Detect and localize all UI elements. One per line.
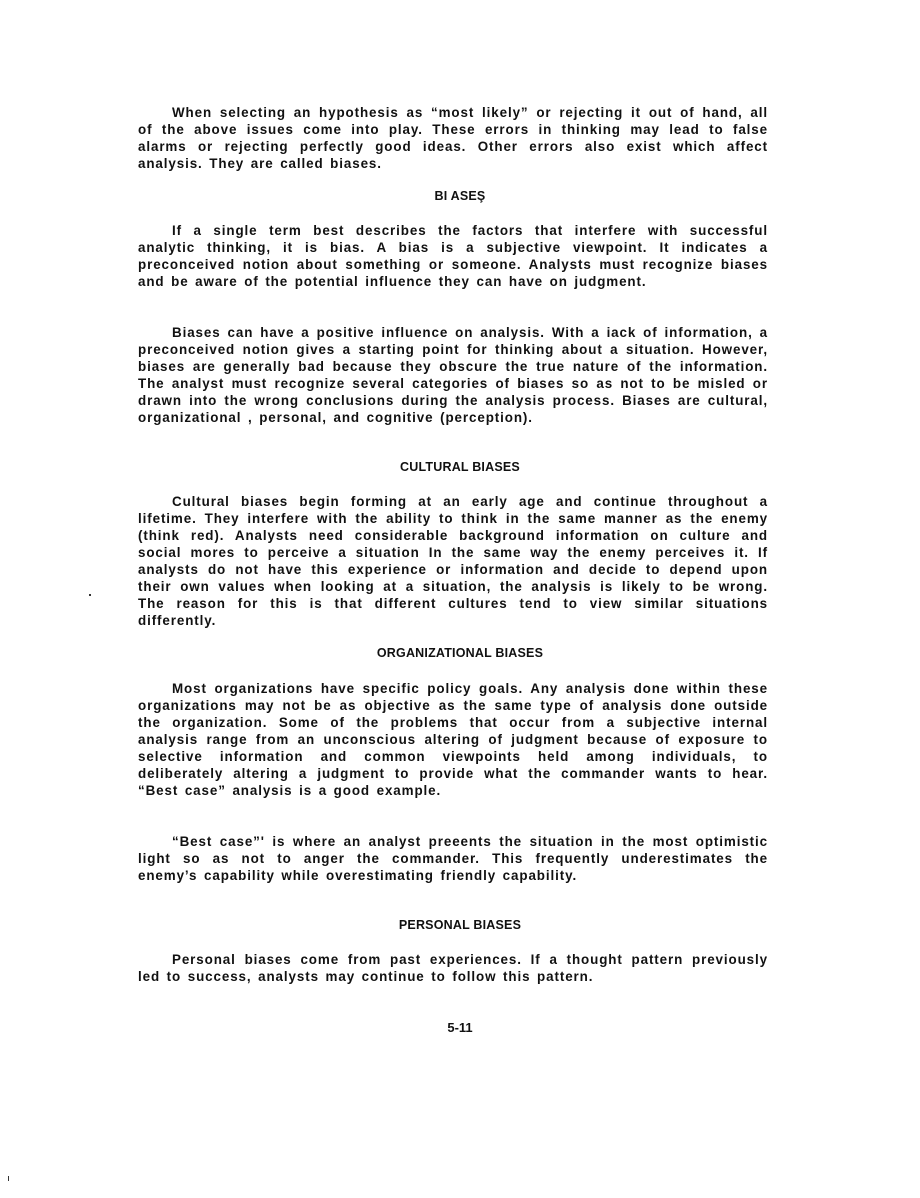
paragraph-cultural: Cultural biases begin forming at an early age and continue throughout a lifetime. They interfere with the ability to think in the same manner as the enemy (think red). Analysts need considerable background information on culture and social mores to perceive a situation In the same way the enemy perceives it. If analysts do not have this experience or information and decide to depend upon their own values when looking at a situation, the analysis is likely to be wrong. The reason for this is that different cultures tend to view similar situations differently. [138, 494, 768, 628]
scan-speck [89, 594, 91, 596]
scan-speck [8, 1176, 9, 1181]
paragraph-bias-influence: Biases can have a positive influence on analysis. With a iack of information, a preconceived notion gives a starting point for thinking about a situation. However, biases are generally bad because they obscure the true nature of the information. The analyst must recognize several categories of biases so as not to be misled or drawn into the wrong conclusions during the analysis process. Biases are cultural, organizational , personal, and cognitive (perception). [138, 325, 768, 425]
paragraph-personal: Personal biases come from past experiences. If a thought pattern previously led to success, analysts may continue to follow this pattern. [138, 952, 768, 984]
heading-personal-biases: PERSONAL BIASES [398, 918, 522, 932]
page-number: 5-11 [447, 1020, 473, 1035]
heading-cultural-biases: CULTURAL BIASES [400, 460, 520, 474]
paragraph-organizational: Most organizations have specific policy goals. Any analysis done within these organizations may not be as objective as the same type of analysis done outside the organization. Some of the problems that occur from a subjective internal analysis range from an unconscious altering of judgment because of exposure to selective information and common viewpoints held among individuals, to deliberately altering a judgment to provide what the commander wants to hear. “Best case” analysis is a good example. [138, 681, 768, 798]
paragraph-best-case: “Best case”' is where an analyst preeents the situation in the most optimistic light so as not to anger the commander. This frequently underestimates the enemy’s capability while overestimating friendly capability. [138, 834, 768, 883]
heading-organizational-biases: ORGANIZATIONAL BIASES [376, 646, 544, 660]
paragraph-intro: When selecting an hypothesis as “most likely” or rejecting it out of hand, all of the above issues come into play. These errors in thinking may lead to false alarms or rejecting perfectly good ideas. Other errors also exist which affect analysis. They are called biases. [138, 105, 768, 171]
paragraph-bias-definition: If a single term best describes the factors that interfere with successful analytic thinking, it is bias. A bias is a subjective viewpoint. It indicates a preconceived notion about something or someone. Analysts must recognize biases and be aware of the potential influence they can have on judgment. [138, 223, 768, 289]
heading-biases: BI ASEŞ [434, 189, 486, 203]
